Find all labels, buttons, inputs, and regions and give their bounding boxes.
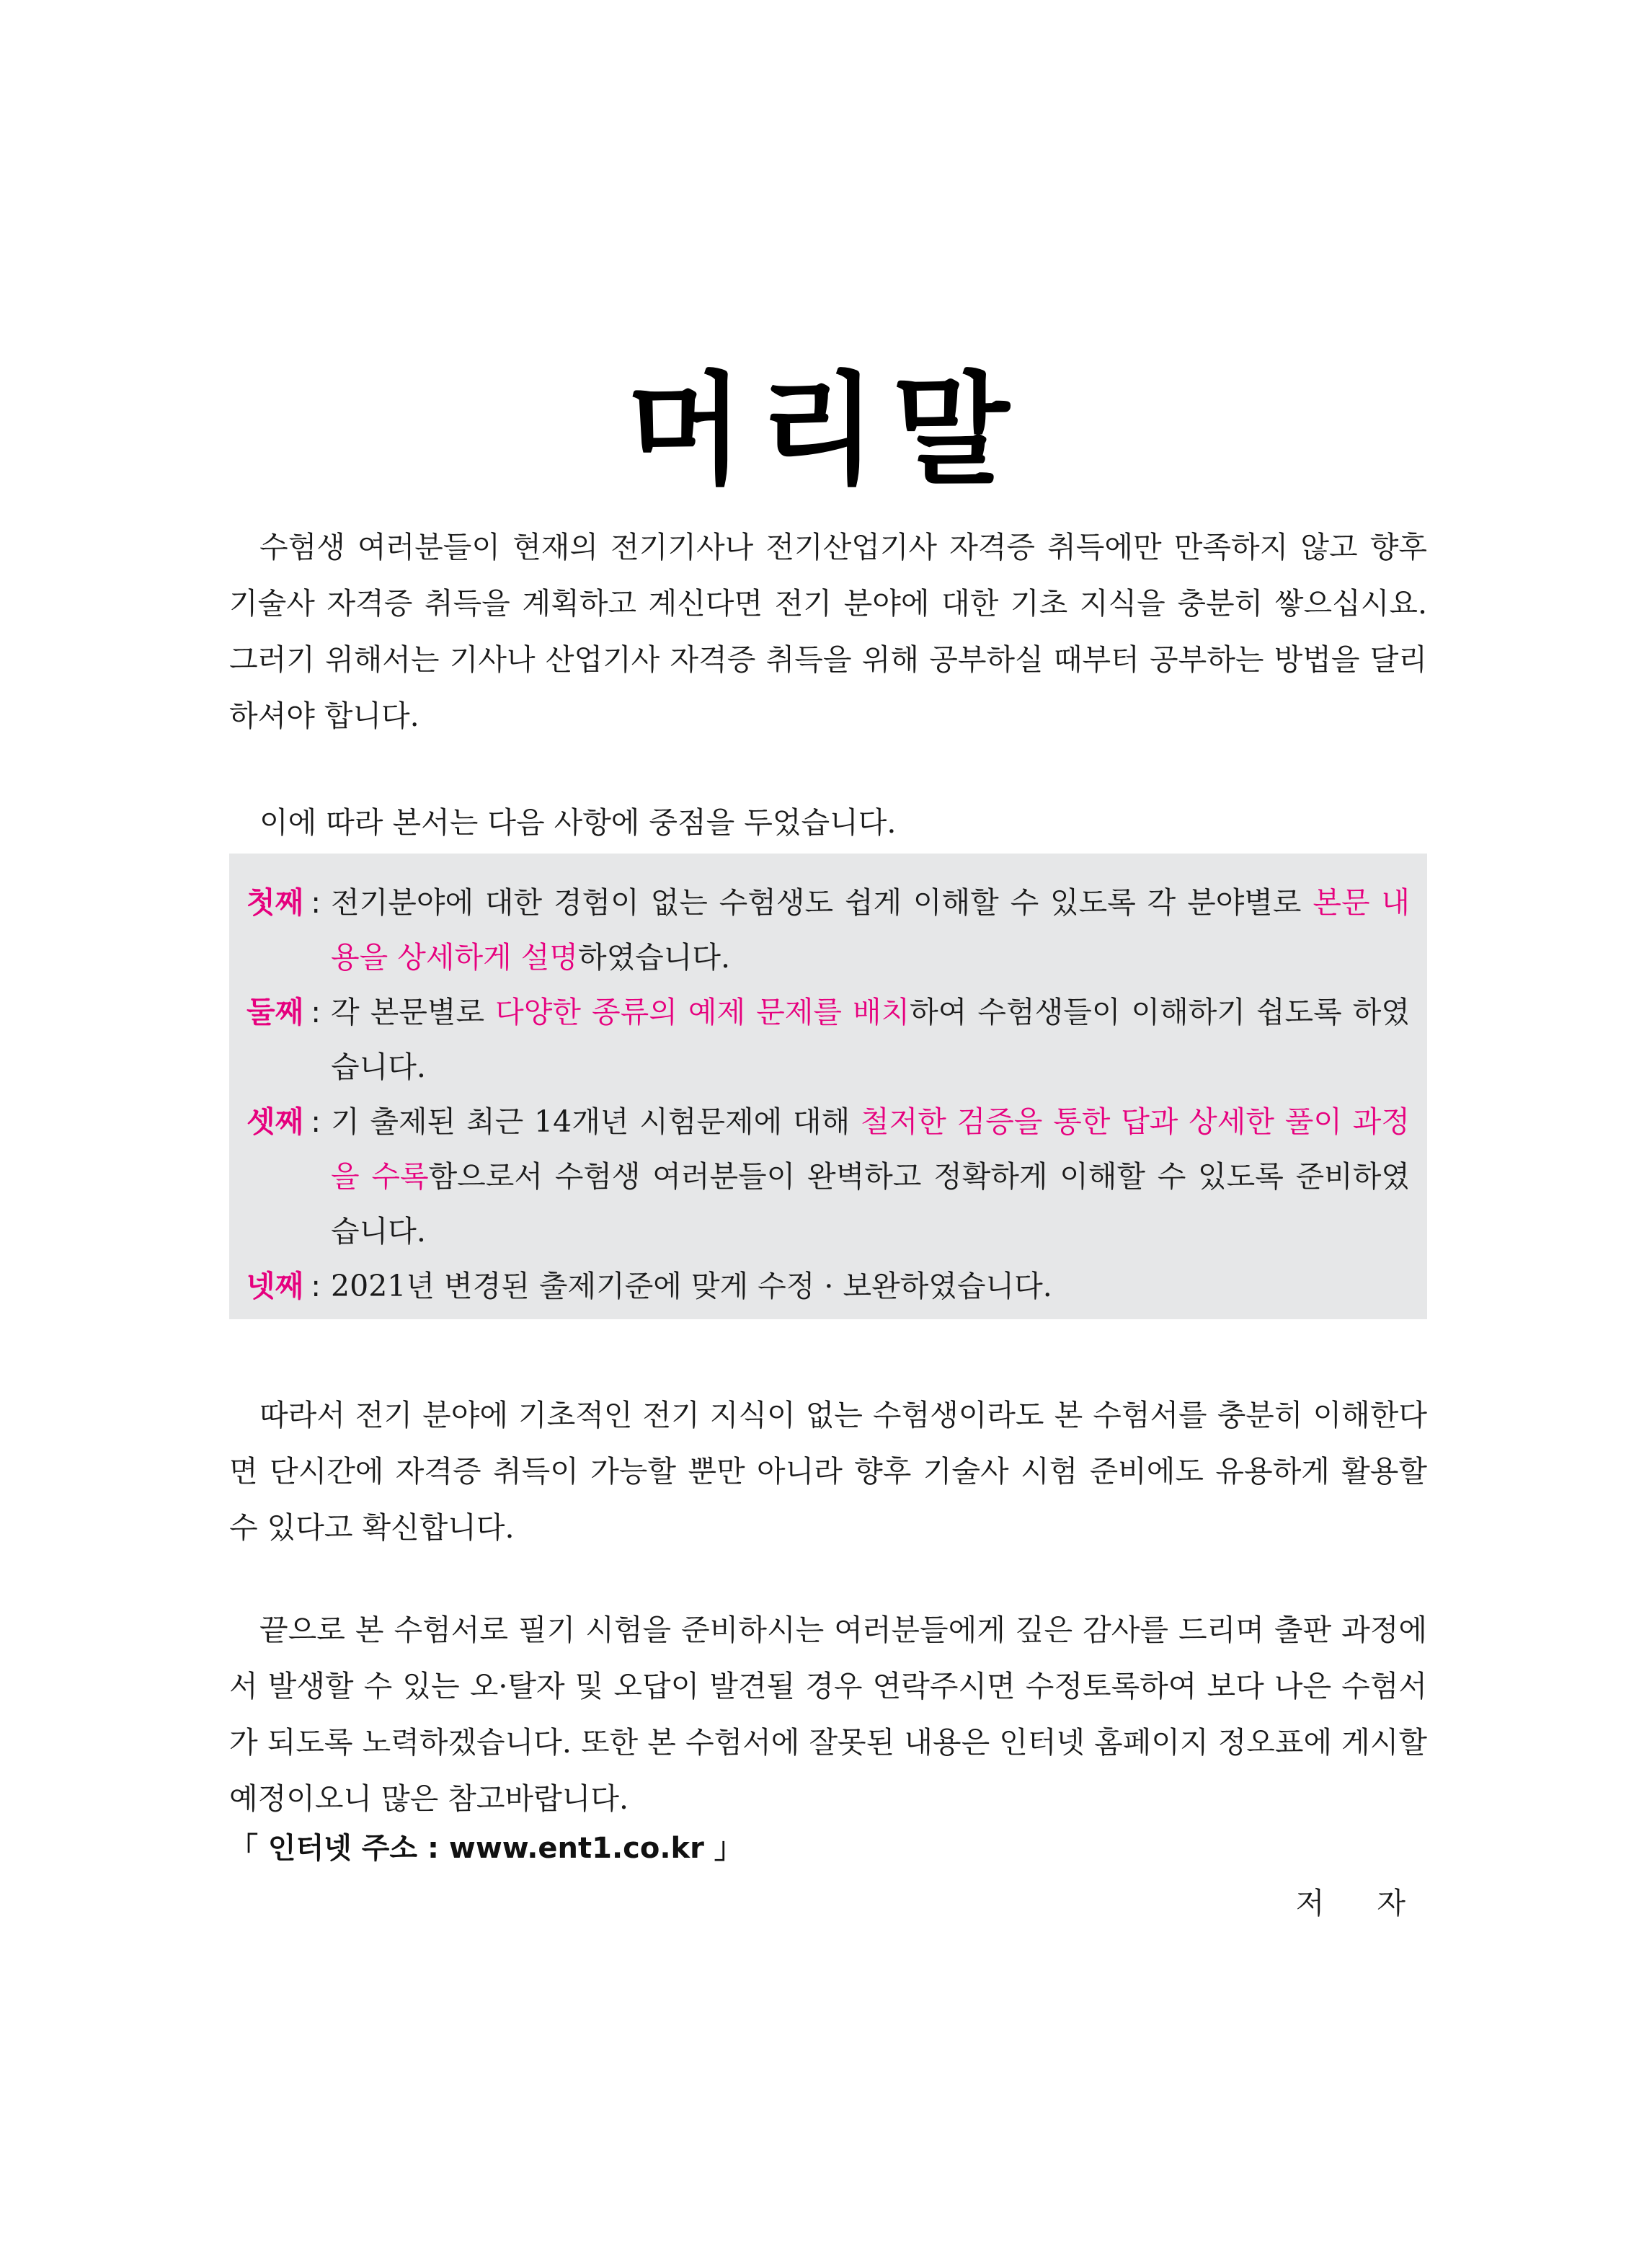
author-signature: 저 자: [1295, 1886, 1427, 1920]
point-text: 기 출제된 최근 14개년 시험문제에 대해 철저한 검증을 통한 답과 상세한 풀이 과정을 수록함으로서 수험생 여러분들이 완벽하고 정확하게 이해할 수 있도록 준비하였습니다.: [331, 1104, 1410, 1249]
point-label: 첫째: [247, 885, 304, 920]
intro-paragraph: 수험생 여러분들이 현재의 전기기사나 전기산업기사 자격증 취득에만 만족하지 않고 향후 기술사 자격증 취득을 계획하고 계신다면 전기 분야에 대한 기초 지식을 충분히 쌓으십시요. 그러기 위해서는 기사나 산업기사 자격증 취득을 위해 공부하실 때부터 공부하는 방법을 달리하셔야 합니다.: [229, 530, 1427, 733]
page-title: 머리말: [626, 359, 1026, 501]
point-item: [247, 875, 1410, 985]
highlight-text: 철저한 검증을 통한 답과 상세한 풀이 과정을 수록: [331, 1104, 1410, 1194]
key-points-box: [229, 854, 1427, 1319]
point-label: 둘째: [247, 995, 304, 1029]
point-colon: :: [311, 885, 321, 920]
closing-paragraph: 끝으로 본 수험서로 필기 시험을 준비하시는 여러분들에게 깊은 감사를 드리며 출판 과정에서 발생할 수 있는 오·탈자 및 오답이 발견될 경우 연락주시면 수정토록하여 보다 나은 수험서가 되도록 노력하겠습니다. 또한 본 수험서에 잘못된 내용은 인터넷 홈페이지 정오표에 게시할 예정이오니 많은 참고바랍니다.: [229, 1613, 1427, 1816]
point-text: 전기분야에 대한 경험이 없는 수험생도 쉽게 이해할 수 있도록 각 분야별로 본문 내용을 상세하게 설명하였습니다.: [331, 885, 1410, 975]
point-item: [247, 1259, 1410, 1313]
point-colon: :: [311, 995, 321, 1029]
focus-intro: 이에 따라 본서는 다음 사항에 중점을 두었습니다.: [259, 805, 897, 840]
point-label: 셋째: [247, 1104, 304, 1139]
highlight-text: 본문 내용을 상세하게 설명: [331, 885, 1410, 975]
point-item: [247, 1094, 1410, 1259]
point-colon: :: [311, 1269, 321, 1303]
point-item: [247, 985, 1410, 1094]
point-text: 2021년 변경된 출제기준에 맞게 수정 · 보완하였습니다.: [331, 1269, 1052, 1303]
point-text: 각 본문별로 다양한 종류의 예제 문제를 배치하여 수험생들이 이해하기 쉽도록 하였습니다.: [331, 995, 1410, 1084]
confidence-paragraph: 따라서 전기 분야에 기초적인 전기 지식이 없는 수험생이라도 본 수험서를 충분히 이해한다면 단시간에 자격증 취득이 가능할 뿐만 아니라 향후 기술사 시험 준비에도 유용하게 활용할 수 있다고 확신합니다.: [229, 1398, 1427, 1545]
highlight-text: 다양한 종류의 예제 문제를 배치: [495, 995, 910, 1029]
point-label: 넷째: [247, 1269, 304, 1303]
point-colon: :: [311, 1104, 321, 1139]
website-address: 「 인터넷 주소 : www.ent1.co.kr 」: [229, 1832, 743, 1865]
